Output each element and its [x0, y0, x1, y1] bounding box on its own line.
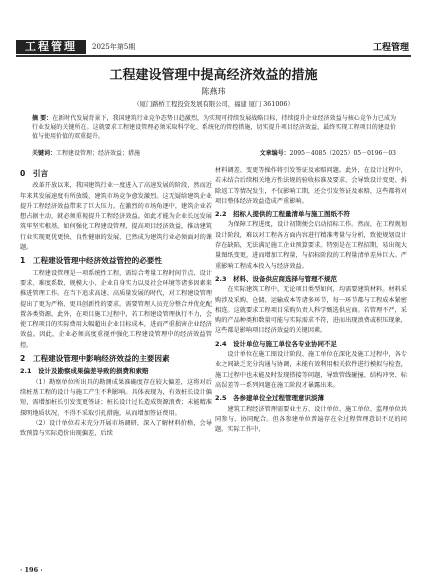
journal-logo: 工程管理: [16, 40, 86, 54]
section-heading: 2 工程建设管理中影响经济效益的主要因素: [20, 354, 170, 364]
keywords-text: 工程建设管理；经济效益；措施: [56, 150, 141, 157]
section-label: 工程管理: [372, 43, 409, 53]
paragraph: （2）设计单位若未充分开展市场调研、深入了解材料价格，会导致预算与实际造价出现偏差，后续: [20, 419, 212, 438]
section-heading: 1 工程建设管理中经济效益管控的必要性: [20, 256, 162, 266]
keywords-label: 关键词：: [32, 150, 57, 157]
header-rule: [16, 55, 411, 57]
page-number: · 196 ·: [20, 566, 43, 574]
subsection-heading: 2.3 材料、设备供应商选择与管理不规范: [215, 274, 338, 283]
subsection-heading: 2.4 设计单位与施工单位各专业协同不足: [215, 339, 338, 348]
left-column: [20, 166, 212, 439]
abstract-label: 摘 要：: [32, 115, 53, 122]
paragraph: 材料调差、变更等操作将引发签证及索赔问题。此外，在设计过程中，若未结合后续相关地方性法规的验收标准及要求，会导致设计变更、拆除返工等情况发生，不仅影响工期，还会引发签证及索赔，这些都将对项目整体经济效益造成严重影响。: [215, 167, 407, 205]
author-affiliation: （厦门路桥工程投资发展有限公司，福建 厦门 361006）: [133, 101, 294, 108]
paragraph: 建筑工程经济管理需要业主方、设计单位、施工单位、监理单位共同参与、协同配合。但各参建单位普遍存在全过程管理意识不足的问题。实际工作中，: [215, 405, 407, 434]
keywords-row: [32, 149, 396, 158]
page-header: [0, 0, 427, 58]
paragraph: 工程建设管理是一项系统性工程，需综合考量工程时间节点、设计要求、难度系数、规模大小、企业自身实力以及社会环境等诸多因素来推进管理工作。在当下追求高速、高质量发展的时代，对工程建设管理提出了更为严格、更具创新性的要求。需要管理人员充分整合并优化配置各类资源。此外，在项目施工过程中，若工程建设管理执行不力，会使工程项目的实际费用大幅超出企业目标成本，进而严重损害企业经济效益。因此，企业必须高度重视并强化工程建设管理中的经济效益管控。: [20, 269, 212, 349]
article-title: 工程建设管理中提高经济效益的措施: [109, 68, 318, 83]
paragraph: 在实际建筑工程中，无论项目类型如何，均需要建筑材料。材料采购涉及采购、仓储、运输成本等诸多环节，每一环节都与工程成本紧密相连。这就要求工程项目采购负责人科学甄选供应商。若管理不严，采购的产品种类和数量可能与实际需求不符，进而出现浪费或积压现象，这些都是影响项目经济效益的关键因素。: [215, 286, 407, 335]
doc-id: [260, 149, 396, 158]
doc-id-value: 2095－4085（2025）05－0196－03: [289, 150, 396, 157]
subsection-heading: 2.5 各参建单位全过程管理意识淡薄: [215, 394, 325, 403]
right-column: [215, 166, 407, 435]
abstract-text: 在新时代发展背景下，我国建筑行业竞争态势日趋激烈，为实现可持续发展战略目标，持续提升企业经济效益与核心竞争力已成为行业发展的关键所在。这就要求工程建设管理必须采取科学化、系统化的管控措施，切实提升项目经济效益，最终实现工程项目的建设价值与使用价值的双重提升。: [32, 115, 396, 140]
issue-label: 2025年第5期: [92, 43, 136, 51]
doc-id-label: 文章编号：: [259, 150, 290, 157]
paragraph: （1）勘察单位所出具的勘测成果准确度存在较大偏差，这将对后续桩基工程的设计与施工产生不利影响。具体表现为，有效桩长设计偏短，需增加桩长引发变更签证；桩长设计过长造成资源浪费；未能精准探明地质状况，不得不采取引孔措施，从而增加签证费用。: [20, 378, 212, 417]
subsection-heading: 2.2 招标人提供的工程量清单与施工图纸不符: [215, 210, 351, 219]
paragraph: 设计单位在施工图设计阶段、施工单位在深化及施工过程中，各专业之间缺乏充分沟通与协调，未能有效利用相关软件进行模拟与检查，施工过程中也未能及时发现搭接等问题，导致管线碰撞、结构冲突、标高误差等一系列问题在施工阶段才暴露出来。: [215, 351, 407, 389]
paragraph: 改革开放以来，我国建筑行业一度进入了高速发展的阶段，然而近年来其发展速度有所放缓，建筑市场竞争愈发激烈。这无疑给建筑企业提升工程经济效益带来了巨大压力。在激烈的市场角逐中，建筑企业若想占据主动，就必须重视提升工程经济效益。如此才能为企业长远发展筑牢坚实根基。如何强化工程建设管理，提高项目经济效益，推动建筑行业实现更优更快、良性健康的发展，已然成为建筑行业必须面对的课题。: [20, 182, 212, 252]
abstract: [32, 114, 396, 141]
paragraph: 为保障工程进度，设计初期便会启动招标工作。然而，在工程规划设计阶段，难以对工程各方面内容进行精准考量与分析，致使规划设计存在缺陷，无法满足施工企业预算要求。特别是在工程招期，易出现大量图纸变更，进而增加工程量，与招标阶段的工程量清单差异巨大。严重影响工程成本投入与经济效益。: [215, 221, 407, 270]
section-heading: 0 引言: [20, 169, 49, 178]
subsection-heading: 2.1 设计及勘察成果偏差导致的损费和索赔: [20, 367, 149, 376]
article-author: 陈燕玮: [201, 87, 226, 96]
